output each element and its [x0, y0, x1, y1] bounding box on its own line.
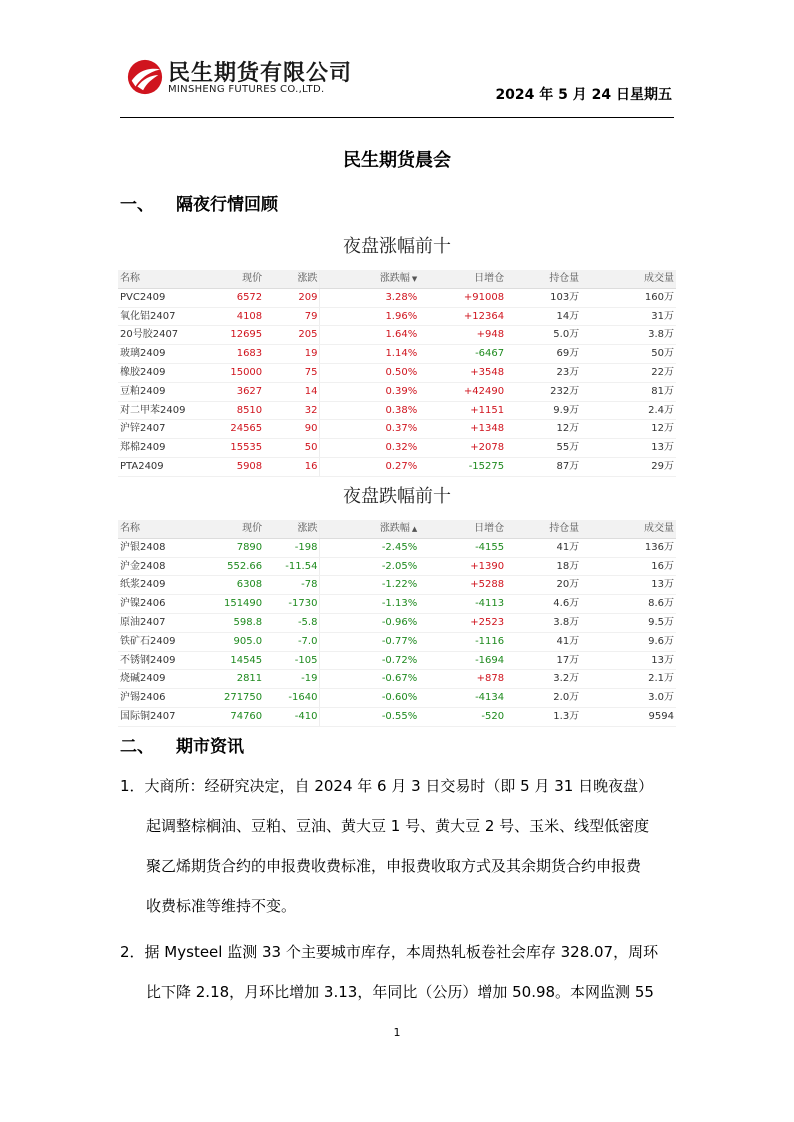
header-divider [120, 117, 674, 118]
cell-oi-change: -15275 [468, 460, 505, 472]
table-row[interactable] [118, 614, 676, 633]
cell-pct: -0.77% [319, 633, 419, 651]
cell-price: 552.66 [227, 560, 263, 572]
column-header[interactable] [264, 520, 319, 538]
cell-oi-change: -4113 [475, 598, 505, 610]
cell-name: 氧化铝2407 [120, 310, 176, 322]
cell-volume: 50万 [651, 348, 674, 360]
cell-volume: 29万 [651, 460, 674, 472]
cell-change: -19 [301, 673, 318, 685]
section-heading-1 [120, 190, 278, 215]
cell-pct: 3.28% [319, 289, 419, 307]
news-item-1 [120, 766, 676, 926]
cell-oi: 12万 [556, 423, 580, 435]
column-header[interactable] [197, 270, 264, 288]
cell-name: 不锈钢2409 [120, 654, 176, 666]
cell-oi-change: +878 [476, 673, 505, 685]
cell-volume: 3.8万 [648, 329, 674, 341]
cell-oi-change: +1390 [470, 560, 505, 572]
column-header-label: 名称 [120, 523, 140, 534]
cell-pct: -0.67% [319, 670, 419, 688]
cell-pct: 0.37% [319, 420, 419, 438]
cell-oi-change: -4134 [475, 692, 505, 704]
cell-change: 16 [304, 460, 318, 472]
table-row[interactable] [118, 652, 676, 671]
cell-oi: 14万 [556, 310, 580, 322]
cell-oi: 2.0万 [553, 692, 580, 704]
column-header[interactable] [581, 270, 676, 288]
column-header[interactable] [419, 520, 506, 538]
cell-price: 4108 [236, 310, 263, 322]
cell-price: 3627 [236, 385, 263, 397]
cell-change: -7.0 [297, 635, 318, 647]
table-row[interactable] [118, 670, 676, 689]
losers-table-title: 夜盘跌幅前十 [343, 486, 451, 507]
cell-name: 原油2407 [120, 616, 166, 628]
cell-oi: 3.8万 [553, 616, 580, 628]
cell-oi-change: +12364 [463, 310, 505, 322]
column-header[interactable] [506, 520, 581, 538]
cell-name: 沪锌2407 [120, 423, 166, 435]
cell-oi-change: +1151 [470, 404, 505, 416]
table-row[interactable] [118, 689, 676, 708]
sort-icon: ▲ [411, 525, 418, 533]
cell-volume: 22万 [651, 366, 674, 378]
cell-oi: 103万 [550, 291, 580, 303]
cell-oi-change: +1348 [470, 423, 505, 435]
cell-price: 905.0 [233, 635, 263, 647]
table-row[interactable] [118, 326, 676, 345]
cell-name: 玻璃2409 [120, 348, 166, 360]
table-header-row [118, 270, 676, 289]
cell-pct: 1.14% [319, 345, 419, 363]
cell-price: 14545 [230, 654, 263, 666]
column-header[interactable] [264, 270, 319, 288]
cell-oi: 4.6万 [553, 598, 580, 610]
cell-oi: 9.9万 [553, 404, 580, 416]
company-name-cn: 民生期货有限公司 [168, 61, 353, 86]
cell-change: -11.54 [285, 560, 318, 572]
news-item-2 [120, 932, 676, 1012]
cell-change: 209 [298, 291, 318, 303]
table-row[interactable] [118, 558, 676, 577]
cell-change: 19 [304, 348, 318, 360]
cell-pct: 0.27% [319, 458, 419, 476]
cell-oi: 69万 [556, 348, 580, 360]
column-header[interactable] [197, 520, 264, 538]
cell-price: 8510 [236, 404, 263, 416]
table-row[interactable] [118, 633, 676, 652]
column-header-label: 涨跌幅 [379, 523, 410, 534]
cell-oi: 87万 [556, 460, 580, 472]
cell-oi-change: -520 [481, 710, 505, 722]
cell-name: 国际铜2407 [120, 710, 176, 722]
cell-name: 对二甲苯2409 [120, 404, 186, 416]
company-logo [126, 56, 366, 100]
cell-change: 50 [304, 442, 318, 454]
cell-oi-change: -6467 [475, 348, 505, 360]
table-row[interactable] [118, 439, 676, 458]
cell-change: -1730 [288, 598, 318, 610]
cell-name: 沪银2408 [120, 541, 166, 553]
cell-oi-change: +2078 [470, 442, 505, 454]
cell-oi: 3.2万 [553, 673, 580, 685]
cell-volume: 9594 [648, 710, 674, 722]
cell-pct: 0.38% [319, 402, 419, 420]
cell-oi: 20万 [556, 579, 580, 591]
cell-volume: 2.4万 [648, 404, 674, 416]
cell-price: 7890 [236, 541, 263, 553]
news-line: 1．大商所：经研究决定，自 2024 年 6 月 3 日交易时（即 5 月 31 日晚夜盘） [120, 777, 654, 795]
section-title: 隔夜行情回顾 [176, 195, 278, 215]
cell-pct: 1.64% [319, 326, 419, 344]
column-header[interactable] [581, 520, 676, 538]
cell-pct: 1.96% [319, 308, 419, 326]
cell-pct: -0.96% [319, 614, 419, 632]
cell-price: 6308 [236, 579, 263, 591]
table-row[interactable] [118, 383, 676, 402]
cell-change: 32 [304, 404, 318, 416]
table-row[interactable] [118, 289, 676, 308]
table-header-row [118, 520, 676, 539]
cell-name: PVC2409 [120, 291, 166, 303]
column-header-label: 名称 [120, 273, 140, 284]
table-row[interactable] [118, 364, 676, 383]
column-header-label: 持仓量 [549, 273, 580, 284]
column-header[interactable] [506, 270, 581, 288]
cell-oi-change: -1694 [475, 654, 505, 666]
column-header[interactable] [419, 270, 506, 288]
cell-name: 郑棉2409 [120, 442, 166, 454]
cell-change: 75 [304, 366, 318, 378]
column-header-label: 涨跌幅 [379, 273, 410, 284]
table-row[interactable] [118, 402, 676, 421]
cell-price: 74760 [230, 710, 263, 722]
table-row[interactable] [118, 539, 676, 558]
table-row[interactable] [118, 576, 676, 595]
table-row[interactable] [118, 458, 676, 477]
cell-pct: -0.72% [319, 652, 419, 670]
column-header-label: 成交量 [643, 523, 674, 534]
cell-oi: 23万 [556, 366, 580, 378]
cell-volume: 136万 [644, 541, 674, 553]
column-header-label: 现价 [242, 523, 263, 534]
cell-name: 沪锡2406 [120, 692, 166, 704]
cell-name: 沪镍2406 [120, 598, 166, 610]
column-header[interactable] [319, 520, 419, 538]
cell-volume: 13万 [651, 654, 674, 666]
cell-volume: 160万 [644, 291, 674, 303]
column-header[interactable] [319, 270, 419, 288]
cell-oi-change: +948 [476, 329, 505, 341]
cell-price: 6572 [236, 291, 263, 303]
table-row[interactable] [118, 345, 676, 364]
cell-volume: 16万 [651, 560, 674, 572]
company-name-en: MINSHENG FUTURES CO.,LTD. [168, 84, 325, 95]
cell-volume: 13万 [651, 579, 674, 591]
cell-name: 烧碱2409 [120, 673, 166, 685]
cell-volume: 9.5万 [648, 616, 674, 628]
column-header-label: 现价 [242, 273, 263, 284]
cell-price: 151490 [223, 598, 263, 610]
cell-change: 90 [304, 423, 318, 435]
column-header[interactable] [118, 520, 197, 538]
cell-change: 79 [304, 310, 318, 322]
cell-oi-change: -4155 [475, 541, 505, 553]
cell-name: 橡胶2409 [120, 366, 166, 378]
cell-price: 5908 [236, 460, 263, 472]
cell-oi-change: -1116 [475, 635, 505, 647]
column-header-label: 成交量 [643, 273, 674, 284]
cell-price: 271750 [223, 692, 263, 704]
losers-table [118, 520, 676, 727]
cell-change: -198 [294, 541, 318, 553]
cell-oi: 5.0万 [553, 329, 580, 341]
cell-oi: 41万 [556, 541, 580, 553]
cell-volume: 8.6万 [648, 598, 674, 610]
cell-change: -105 [294, 654, 318, 666]
cell-price: 12695 [230, 329, 263, 341]
section-heading-2 [120, 732, 244, 757]
cell-change: 14 [304, 385, 318, 397]
cell-change: -78 [301, 579, 318, 591]
cell-volume: 3.0万 [648, 692, 674, 704]
cell-price: 24565 [230, 423, 263, 435]
minsheng-logo-icon [126, 58, 164, 96]
cell-oi: 232万 [550, 385, 580, 397]
news-line: 比下降 2.18，月环比增加 3.13，年同比（公历）增加 50.98。本网监测 55 [146, 983, 654, 1001]
cell-oi: 1.3万 [553, 710, 580, 722]
cell-name: 沪金2408 [120, 560, 166, 572]
cell-volume: 31万 [651, 310, 674, 322]
cell-volume: 2.1万 [648, 673, 674, 685]
cell-pct: -2.45% [319, 539, 419, 557]
gainers-table [118, 270, 676, 477]
column-header-label: 日增仓 [474, 523, 505, 534]
section-number: 二、 [120, 737, 154, 757]
cell-pct: 0.32% [319, 439, 419, 457]
cell-pct: -0.55% [319, 708, 419, 726]
news-line: 聚乙烯期货合约的申报费收费标准，申报费收取方式及其余期货合约申报费 [146, 857, 642, 875]
cell-pct: -1.13% [319, 595, 419, 613]
cell-oi: 17万 [556, 654, 580, 666]
cell-pct: -1.22% [319, 576, 419, 594]
cell-oi: 55万 [556, 442, 580, 454]
cell-oi-change: +2523 [470, 616, 505, 628]
cell-pct: -2.05% [319, 558, 419, 576]
report-date: 2024 年 5 月 24 日星期五 [495, 87, 672, 103]
cell-volume: 9.6万 [648, 635, 674, 647]
cell-pct: 0.50% [319, 364, 419, 382]
cell-oi: 18万 [556, 560, 580, 572]
cell-price: 598.8 [233, 616, 263, 628]
cell-oi-change: +5288 [470, 579, 505, 591]
column-header-label: 涨跌 [297, 523, 318, 534]
cell-oi-change: +91008 [463, 291, 505, 303]
cell-name: 20号胶2407 [120, 329, 179, 341]
cell-volume: 81万 [651, 385, 674, 397]
table-row[interactable] [118, 420, 676, 439]
cell-price: 15535 [230, 442, 263, 454]
news-line: 收费标准等维持不变。 [146, 897, 297, 915]
cell-name: 豆粕2409 [120, 385, 166, 397]
cell-price: 1683 [236, 348, 263, 360]
cell-pct: -0.60% [319, 689, 419, 707]
column-header-label: 日增仓 [474, 273, 505, 284]
cell-change: -1640 [288, 692, 318, 704]
page-number: 1 [393, 1026, 401, 1039]
cell-volume: 12万 [651, 423, 674, 435]
gainers-table-title: 夜盘涨幅前十 [343, 236, 451, 257]
cell-name: PTA2409 [120, 460, 164, 472]
news-line: 起调整棕榈油、豆粕、豆油、黄大豆 1 号、黄大豆 2 号、玉米、线型低密度 [146, 817, 650, 835]
column-header-label: 持仓量 [549, 523, 580, 534]
column-header-label: 涨跌 [297, 273, 318, 284]
cell-change: -410 [294, 710, 318, 722]
cell-price: 2811 [236, 673, 263, 685]
cell-volume: 13万 [651, 442, 674, 454]
cell-oi-change: +42490 [463, 385, 505, 397]
sort-icon: ▼ [411, 275, 418, 283]
cell-oi: 41万 [556, 635, 580, 647]
table-row[interactable] [118, 595, 676, 614]
news-line: 2．据 Mysteel 监测 33 个主要城市库存，本周热轧板卷社会库存 328.07，周环 [120, 943, 659, 961]
cell-change: 205 [298, 329, 318, 341]
document-title: 民生期货晨会 [343, 150, 451, 171]
section-title: 期市资讯 [176, 737, 244, 757]
table-row[interactable] [118, 708, 676, 727]
column-header[interactable] [118, 270, 197, 288]
cell-oi-change: +3548 [470, 366, 505, 378]
cell-name: 铁矿石2409 [120, 635, 176, 647]
section-number: 一、 [120, 195, 154, 215]
cell-change: -5.8 [297, 616, 318, 628]
cell-price: 15000 [230, 366, 263, 378]
table-row[interactable] [118, 308, 676, 327]
cell-name: 纸浆2409 [120, 579, 166, 591]
cell-pct: 0.39% [319, 383, 419, 401]
